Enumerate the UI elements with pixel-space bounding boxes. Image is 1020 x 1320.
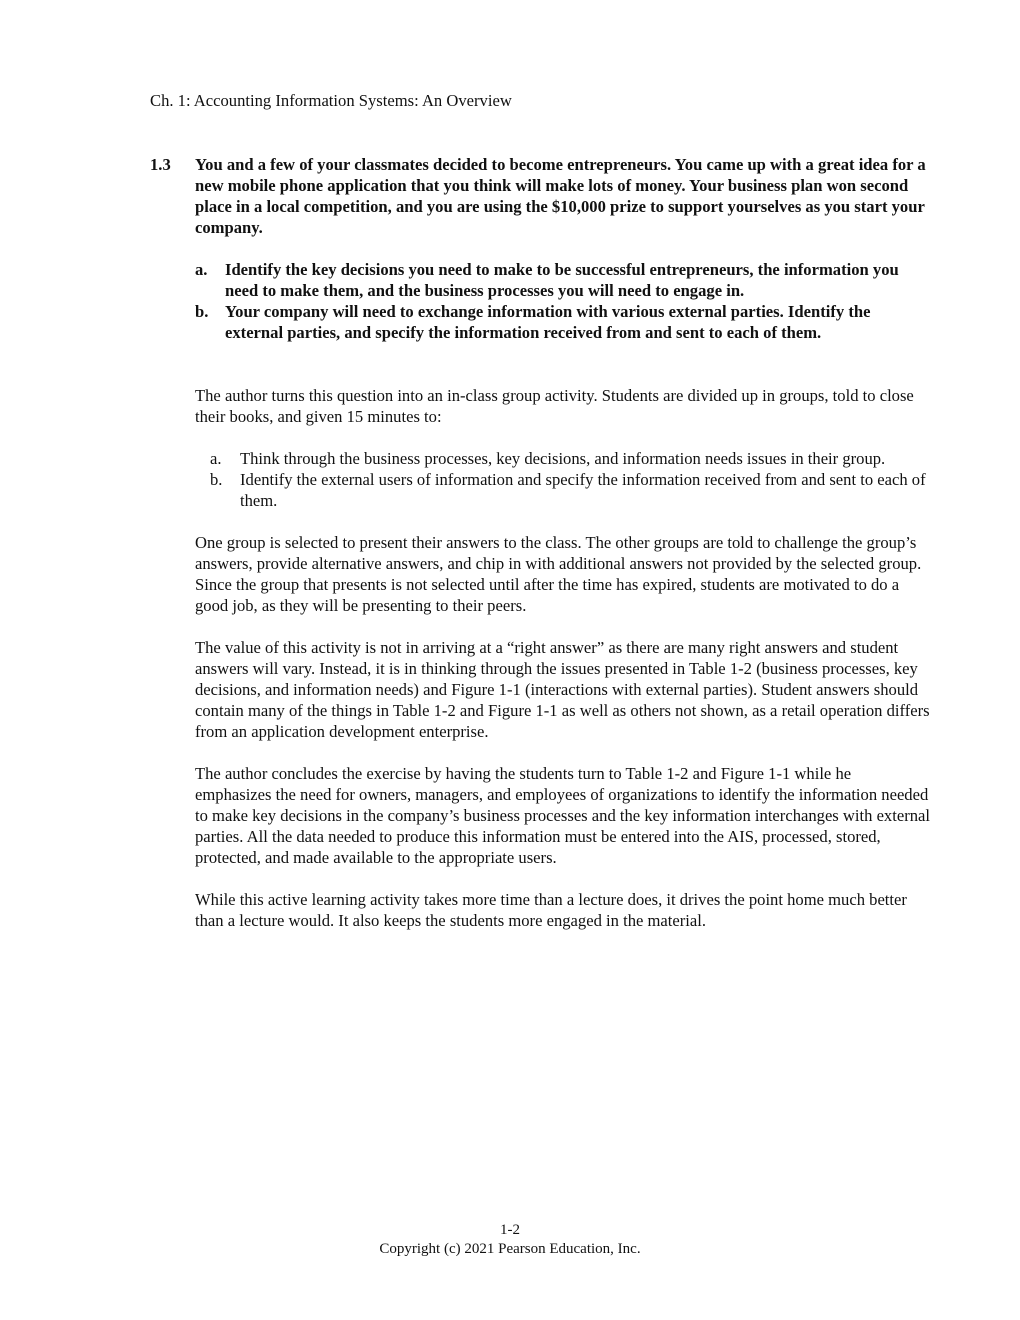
question-number: 1.3 <box>150 155 171 174</box>
answer-block <box>195 385 930 952</box>
answer-step-text: Identify the external users of information and specify the information received from and sent to each of them. <box>240 470 926 510</box>
answer-step-b <box>210 469 930 511</box>
list-marker: b. <box>210 470 223 489</box>
answer-paragraph: The value of this activity is not in arriving at a “right answer” as there are many right answers and student answers will vary. Instead, it is in thinking through the issues presented in Table 1-2 (business processes, key decisions, and information needs) and Figure 1-1 (interactions with external parties). Student answers should contain many of the things in Table 1-2 and Figure 1-1 as well as others not shown, as a retail operation differs from an application development enterprise. <box>195 638 930 741</box>
answer-step-a <box>210 448 930 469</box>
answer-steps <box>210 448 930 511</box>
answer-paragraph: The author concludes the exercise by having the students turn to Table 1-2 and Figure 1-1 while he emphasizes the need for owners, managers, and employees of organizations to identify the information needed to make key decisions in the company’s business processes and the key information interchanges with external parties. All the data needed to produce this information must be entered into the AIS, processed, stored, protected, and made available to the appropriate users. <box>195 764 931 867</box>
page-header: Ch. 1: Accounting Information Systems: An Overview <box>150 91 512 110</box>
question-part-b <box>195 301 930 343</box>
answer-step-text: Think through the business processes, key decisions, and information needs issues in their group. <box>240 449 886 468</box>
list-marker: a. <box>210 449 222 468</box>
question-parts <box>195 259 930 343</box>
question-part-text: Identify the key decisions you need to make to be successful entrepreneurs, the information you need to make them, and the business processes you will need to engage in. <box>225 260 899 300</box>
question-text: You and a few of your classmates decided to become entrepreneurs. You came up with a great idea for a new mobile phone application that you think will make lots of money. Your business plan won second place in a local competition, and you are using the $10,000 prize to support yourselves as you start your company. <box>195 155 926 237</box>
answer-paragraph: One group is selected to present their answers to the class. The other groups are told to challenge the group’s answers, provide alternative answers, and chip in with additional answers not provided by the selected group. Since the group that presents is not selected until after the time has expired, students are motivated to do a good job, as they will be presenting to their peers. <box>195 533 922 615</box>
question-block <box>150 154 930 343</box>
copyright-notice: Copyright (c) 2021 Pearson Education, Inc. <box>379 1241 641 1257</box>
page-number: 1-2 <box>500 1222 520 1238</box>
question-part-a <box>195 259 930 301</box>
page-footer <box>0 1221 1020 1259</box>
answer-paragraph: While this active learning activity takes more time than a lecture does, it drives the point home much better than a lecture would. It also keeps the students more engaged in the material. <box>195 890 907 930</box>
list-marker: a. <box>195 260 208 279</box>
answer-intro: The author turns this question into an in-class group activity. Students are divided up in groups, told to close their books, and given 15 minutes to: <box>195 386 914 426</box>
question-part-text: Your company will need to exchange information with various external parties. Identify the external parties, and specify the information received from and sent to each of them. <box>225 302 871 342</box>
list-marker: b. <box>195 302 209 321</box>
